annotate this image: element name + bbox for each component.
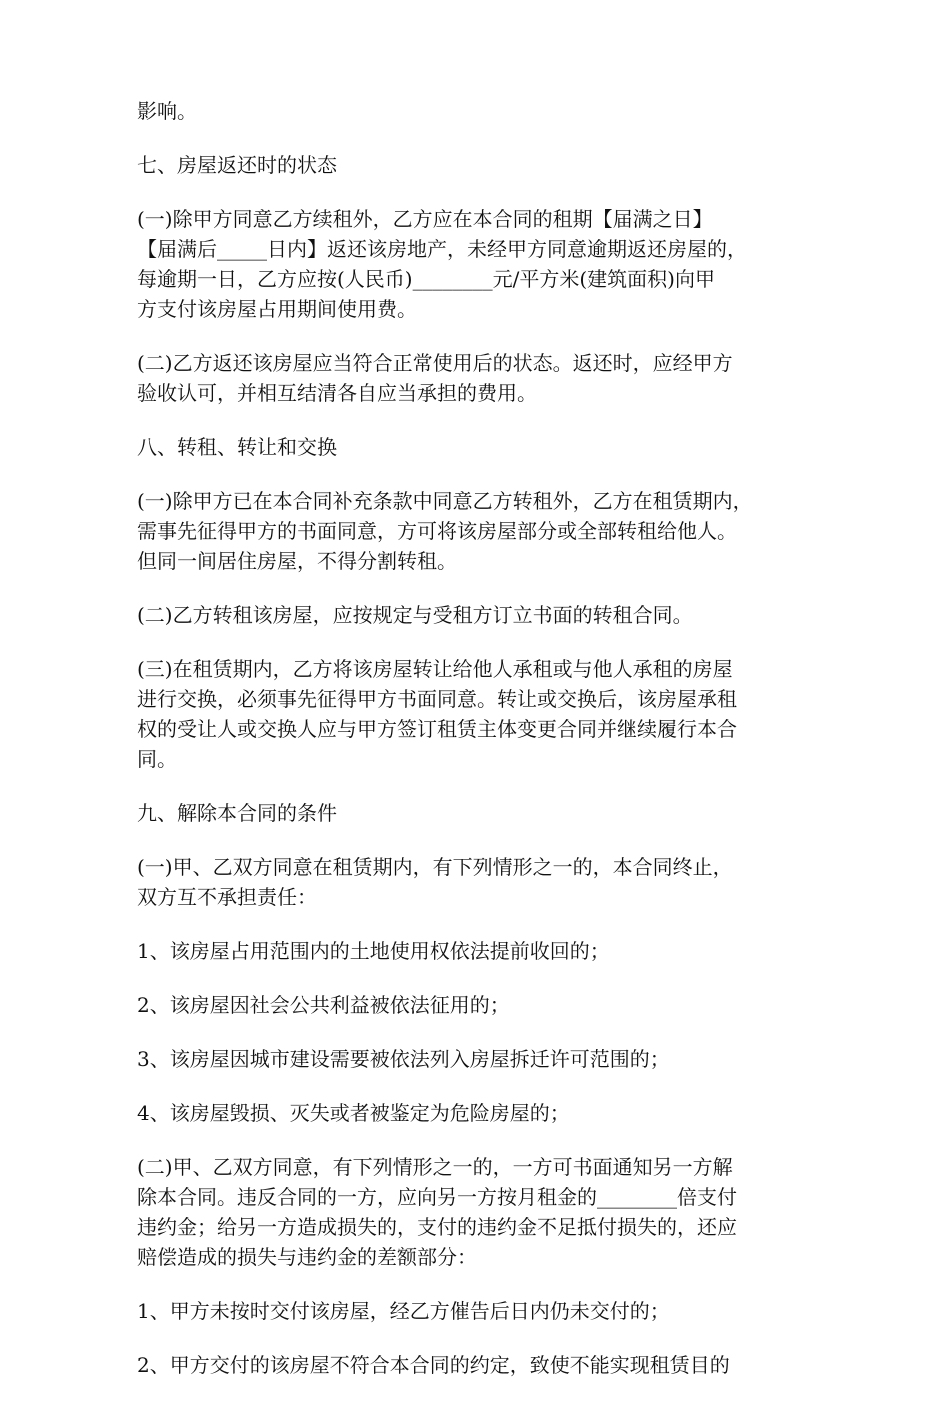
text-line: (二)甲、乙双方同意，有下列情形之一的，一方可书面通知另一方解 xyxy=(137,1155,733,1179)
text-line: (一)除甲方已在本合同补充条款中同意乙方转租外，乙方在租赁期内， xyxy=(137,489,753,513)
clause-7-1 xyxy=(137,204,817,324)
text-line: 权的受让人或交换人应与甲方签订租赁主体变更合同并继续履行本合 xyxy=(137,717,737,741)
list-item xyxy=(137,1350,817,1380)
text-line: 但同一间居住房屋，不得分割转租。 xyxy=(137,549,457,573)
text-line: (二)乙方返还该房屋应当符合正常使用后的状态。返还时，应经甲方 xyxy=(137,351,733,375)
list-item xyxy=(137,990,817,1020)
heading-text: 八、转租、转让和交换 xyxy=(137,435,337,459)
text-line: 3、该房屋因城市建设需要被依法列入房屋拆迁许可范围的； xyxy=(137,1047,670,1071)
section-heading-8 xyxy=(137,432,817,462)
text-line: 影响。 xyxy=(137,99,197,123)
clause-7-2 xyxy=(137,348,817,408)
clause-8-2 xyxy=(137,600,817,630)
text-line: 每逾期一日，乙方应按(人民币)________元/平方米(建筑面积)向甲 xyxy=(137,267,715,291)
text-line: (一)甲、乙双方同意在租赁期内，有下列情形之一的，本合同终止， xyxy=(137,855,733,879)
text-line: 赔偿造成的损失与违约金的差额部分： xyxy=(137,1245,477,1269)
text-line: 同。 xyxy=(137,747,177,771)
text-line: 2、甲方交付的该房屋不符合本合同的约定，致使不能实现租赁目的 xyxy=(137,1353,730,1377)
text-line: 方支付该房屋占用期间使用费。 xyxy=(137,297,417,321)
clause-8-1 xyxy=(137,486,817,576)
text-line: (三)在租赁期内，乙方将该房屋转让给他人承租或与他人承租的房屋 xyxy=(137,657,733,681)
heading-text: 七、房屋返还时的状态 xyxy=(137,153,337,177)
text-line: 验收认可，并相互结清各自应当承担的费用。 xyxy=(137,381,537,405)
text-line: 双方互不承担责任： xyxy=(137,885,317,909)
text-line: 违约金；给另一方造成损失的，支付的违约金不足抵付损失的，还应 xyxy=(137,1215,737,1239)
section-heading-9 xyxy=(137,798,817,828)
text-line: 4、该房屋毁损、灭失或者被鉴定为危险房屋的； xyxy=(137,1101,570,1125)
text-line: 除本合同。违反合同的一方，应向另一方按月租金的________倍支付 xyxy=(137,1185,737,1209)
document-page xyxy=(137,96,817,1404)
text-line: 进行交换，必须事先征得甲方书面同意。转让或交换后，该房屋承租 xyxy=(137,687,737,711)
heading-text: 九、解除本合同的条件 xyxy=(137,801,337,825)
clause-8-3 xyxy=(137,654,817,774)
list-item xyxy=(137,936,817,966)
list-item xyxy=(137,1296,817,1326)
text-line: 需事先征得甲方的书面同意，方可将该房屋部分或全部转租给他人。 xyxy=(137,519,737,543)
section-heading-7 xyxy=(137,150,817,180)
text-line: 2、该房屋因社会公共利益被依法征用的； xyxy=(137,993,510,1017)
clause-9-1 xyxy=(137,852,817,912)
clause-9-2 xyxy=(137,1152,817,1272)
text-line: (二)乙方转租该房屋，应按规定与受租方订立书面的转租合同。 xyxy=(137,603,693,627)
list-item xyxy=(137,1044,817,1074)
list-item xyxy=(137,1098,817,1128)
text-line: 【届满后_____日内】返还该房地产，未经甲方同意逾期返还房屋的， xyxy=(137,237,747,261)
paragraph-intro-tail xyxy=(137,96,817,126)
text-line: 1、甲方未按时交付该房屋，经乙方催告后日内仍未交付的； xyxy=(137,1299,670,1323)
text-line: (一)除甲方同意乙方续租外，乙方应在本合同的租期【届满之日】 xyxy=(137,207,713,231)
text-line: 1、该房屋占用范围内的土地使用权依法提前收回的； xyxy=(137,939,610,963)
